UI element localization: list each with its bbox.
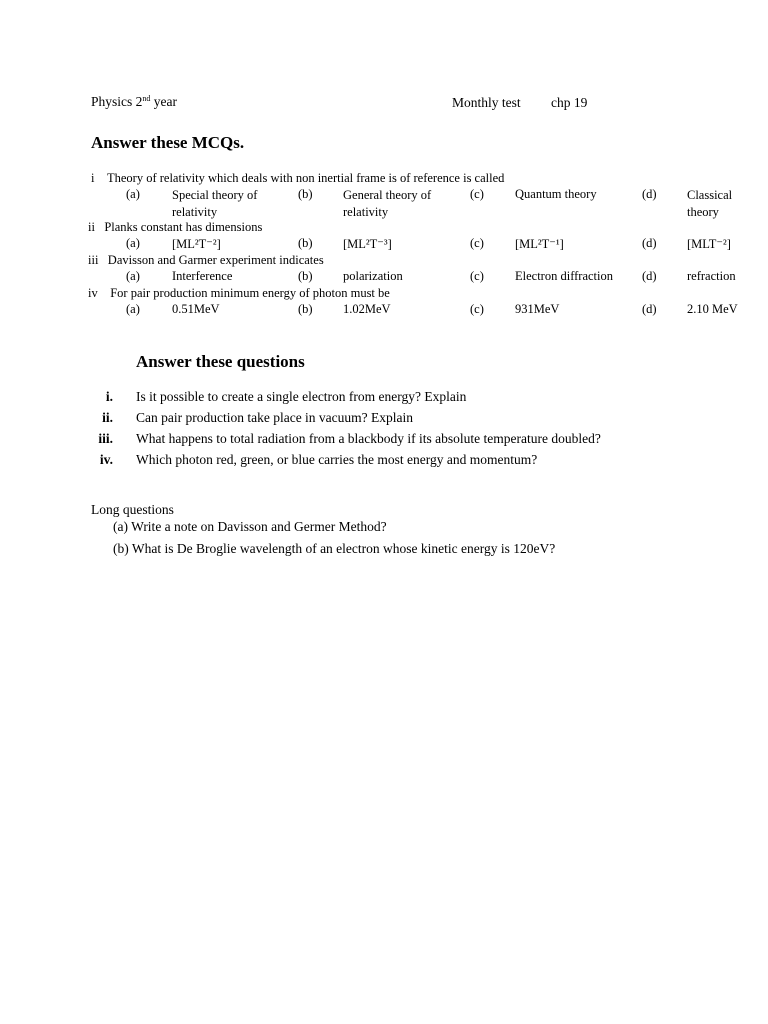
option-text: 0.51MeV (172, 302, 220, 316)
option-text: [ML²T⁻³] (343, 237, 392, 251)
option-label: (b) (298, 187, 313, 201)
option-text: 1.02MeV (343, 302, 391, 316)
option-label: (d) (642, 187, 657, 201)
option-text: refraction (687, 269, 736, 283)
question-text: Which photon red, green, or blue carries the most energy and momentum? (136, 452, 538, 467)
option-text: polarization (343, 269, 403, 283)
question-number: ii. (102, 410, 113, 425)
subject-prefix: Physics 2 (91, 94, 143, 109)
option-label: (c) (470, 187, 484, 201)
option-label: (d) (642, 236, 657, 250)
subject-line (91, 94, 177, 110)
long-question: (b) What is De Broglie wavelength of an electron whose kinetic energy is 120eV? (113, 541, 556, 556)
option-label: (a) (126, 236, 140, 250)
option-label: (c) (470, 302, 484, 316)
question-number: iv (88, 286, 98, 300)
option-text: Special theory of relativity (172, 188, 258, 219)
option-label: (c) (470, 269, 484, 283)
question-number: iv. (99, 452, 113, 467)
option-label: (b) (298, 269, 313, 283)
option-label: (b) (298, 302, 313, 316)
option-text: 2.10 MeV (687, 302, 738, 316)
long-questions-heading: Long questions (91, 502, 174, 517)
test-name: Monthly test (452, 95, 521, 110)
question-text: Is it possible to create a single electron from energy? Explain (136, 389, 467, 404)
question-text: Can pair production take place in vacuum? Explain (136, 410, 414, 425)
option-text: Electron diffraction (515, 269, 613, 283)
mcq-question (91, 171, 504, 186)
option-text: [ML²T⁻¹] (515, 237, 564, 251)
subject-superscript: nd (142, 94, 151, 103)
question-number: i (91, 171, 95, 185)
question-text: For pair production minimum energy of photon must be (110, 286, 390, 300)
option-text: Classical theory (687, 188, 733, 219)
question-text: What happens to total radiation from a blackbody if its absolute temperature doubled? (136, 431, 601, 446)
option-text: Interference (172, 269, 233, 283)
question-text: Davisson and Garmer experiment indicates (107, 253, 324, 267)
mcq-question (88, 220, 262, 235)
question-number: iii (88, 253, 99, 267)
mcq-question (88, 253, 324, 268)
long-question: (a) Write a note on Davisson and Germer Method? (113, 519, 387, 534)
option-text: General theory of relativity (343, 188, 432, 219)
question-text: Theory of relativity which deals with non inertial frame is of reference is called (106, 171, 505, 185)
question-number: iii. (98, 431, 113, 446)
question-number: ii (88, 220, 95, 234)
option-text: [ML²T⁻²] (172, 237, 221, 251)
option-label: (a) (126, 302, 140, 316)
option-label: (d) (642, 302, 657, 316)
option-label: (b) (298, 236, 313, 250)
subject-suffix: year (150, 94, 177, 109)
option-label: (a) (126, 187, 140, 201)
option-text: 931MeV (515, 302, 560, 316)
option-label: (a) (126, 269, 140, 283)
short-questions-heading: Answer these questions (136, 352, 305, 371)
option-label: (d) (642, 269, 657, 283)
question-text: Planks constant has dimensions (104, 220, 263, 234)
chapter-label: chp 19 (551, 95, 588, 110)
question-number: i. (105, 389, 113, 404)
option-label: (c) (470, 236, 484, 250)
option-text: [MLT⁻²] (687, 237, 731, 251)
mcq-question (88, 286, 390, 301)
option-text: Quantum theory (515, 187, 597, 201)
mcq-heading: Answer these MCQs. (91, 133, 245, 152)
